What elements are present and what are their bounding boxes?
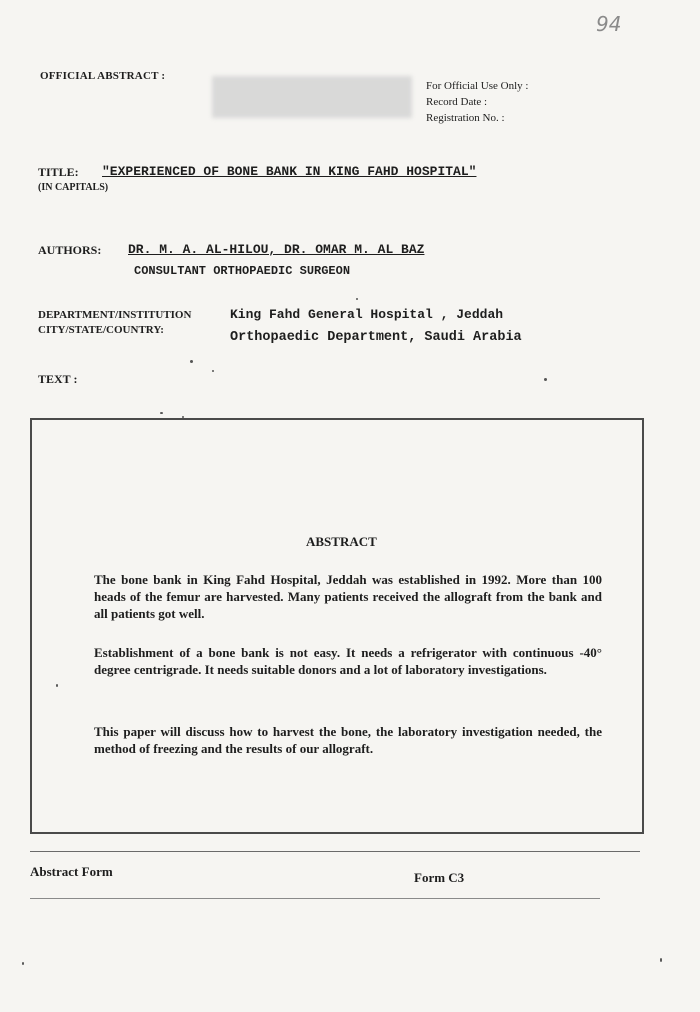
department-label-line1: DEPARTMENT/INSTITUTION <box>38 309 192 321</box>
page-number: 94 <box>596 12 622 36</box>
abstract-heading: ABSTRACT <box>306 534 377 549</box>
footer-divider-lower <box>30 898 600 899</box>
redacted-area <box>212 76 412 118</box>
authors-role: CONSULTANT ORTHOPAEDIC SURGEON <box>134 264 351 278</box>
official-use-line: For Official Use Only : <box>426 80 529 92</box>
scan-speck <box>182 416 184 418</box>
title-value: "EXPERIENCED OF BONE BANK IN KING FAHD HOSPITAL" <box>102 164 477 179</box>
scan-speck <box>212 370 214 372</box>
department-value-line2: Orthopaedic Department, Saudi Arabia <box>230 330 522 345</box>
abstract-paragraph-3: This paper will discuss how to harvest the bone, the laboratory investigation needed, the method of freezing and the results of our allograft. <box>94 724 602 756</box>
authors-label: AUTHORS: <box>38 243 102 257</box>
department-label <box>38 308 191 338</box>
title-note: (IN CAPITALS) <box>38 182 109 193</box>
abstract-paragraph-2: Establishment of a bone bank is not easy. It needs a refrigerator with continuous -40° degree centrigrade. It needs suitable donors and a lot of laboratory investigations. <box>94 645 602 677</box>
official-use-block <box>426 78 528 126</box>
department-label-line2: CITY/STATE/COUNTRY: <box>38 324 164 336</box>
abstract-form-label: Abstract Form <box>30 864 113 879</box>
department-value-line1: King Fahd General Hospital , Jeddah <box>230 307 504 322</box>
scan-speck <box>356 298 358 300</box>
abstract-box <box>30 418 644 834</box>
title-label: TITLE: <box>38 165 79 179</box>
scan-speck <box>544 378 547 381</box>
registration-no-line: Registration No. : <box>426 112 505 124</box>
official-abstract-label: OFFICIAL ABSTRACT : <box>40 70 166 82</box>
authors-value: DR. M. A. AL-HILOU, DR. OMAR M. AL BAZ <box>128 242 425 257</box>
scan-speck <box>160 412 163 414</box>
scan-speck <box>190 360 193 363</box>
scan-speck <box>660 958 662 962</box>
text-label: TEXT : <box>38 372 78 386</box>
abstract-paragraph-1: The bone bank in King Fahd Hospital, Jeddah was established in 1992. More than 100 heads of the femur are harvested. Many patients received the allograft from the bank and all patients got well. <box>94 572 602 621</box>
scan-speck <box>56 684 58 687</box>
footer-divider <box>30 851 640 852</box>
scan-speck <box>22 962 24 965</box>
form-code: Form C3 <box>414 870 465 885</box>
record-date-line: Record Date : <box>426 96 488 108</box>
